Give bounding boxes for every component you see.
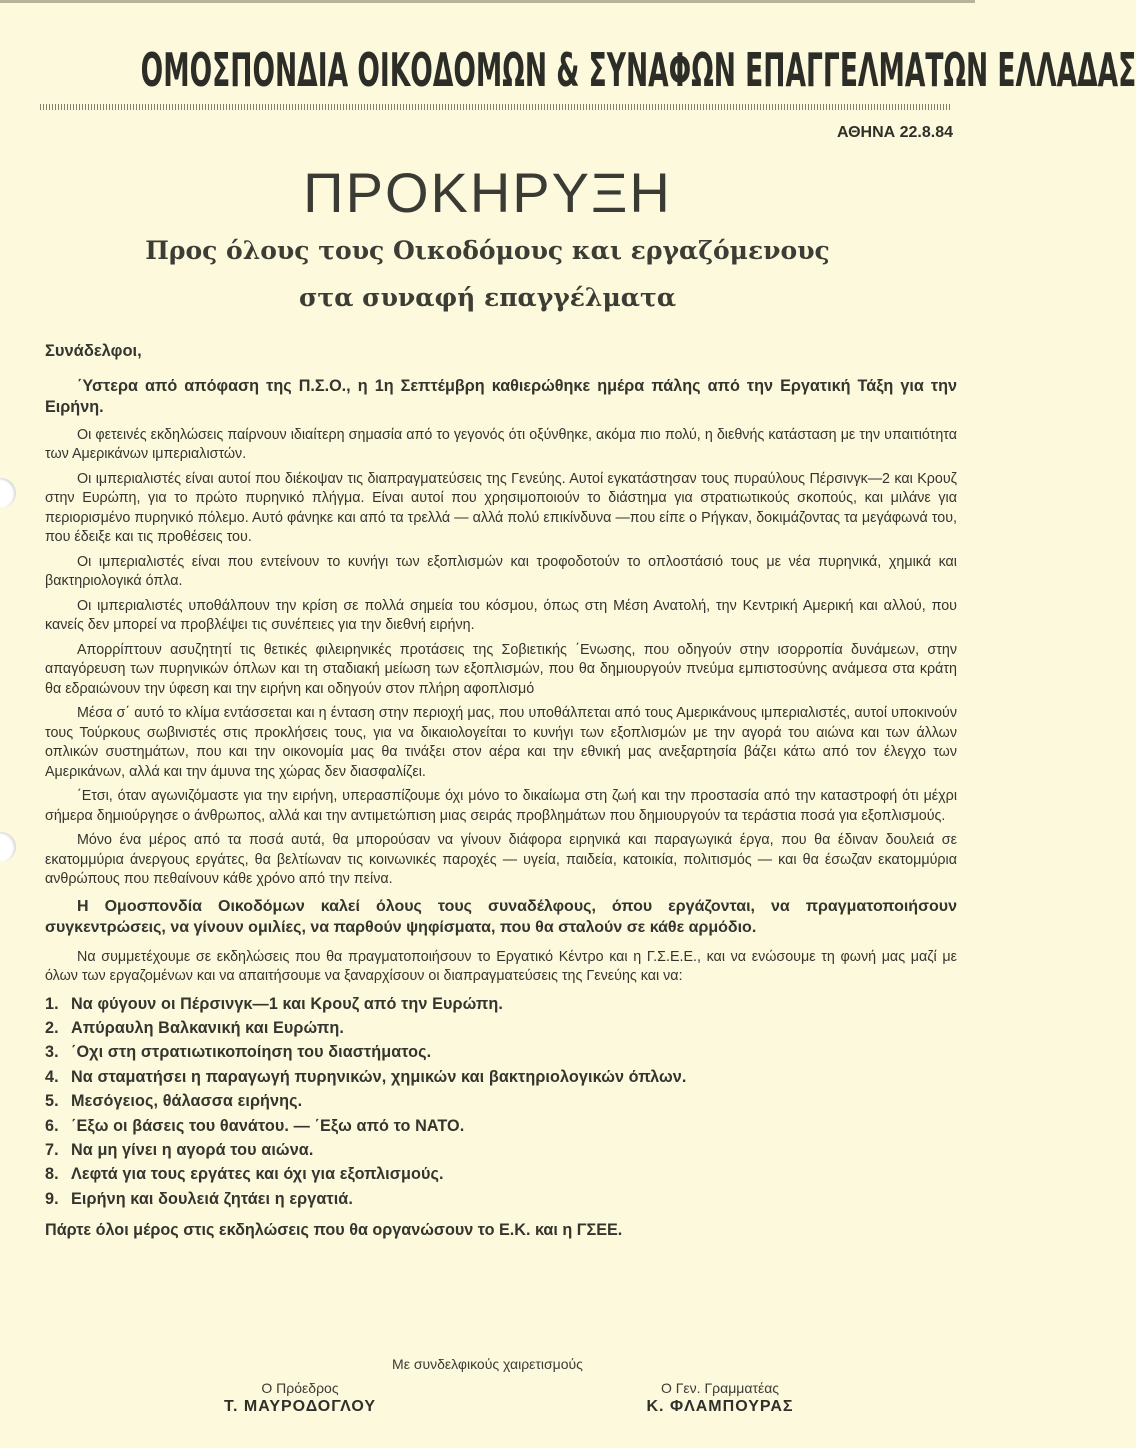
punch-hole [0, 478, 16, 508]
signature-secretary [590, 1380, 850, 1416]
call-to-action: Η Ομοσπονδία Οικοδόμων καλεί όλους τους συναδέλφους, όπου εργάζονται, να πραγματοποιήσουν συγκεντρώσεις, να γίνουν ομιλίες, να παρθούν ψηφίσματα, που θα σταλούν σε κάθε αρμόδιο. [45, 897, 957, 936]
document-body [45, 342, 957, 1241]
subtitle-line-1: Προς όλους τους Οικοδόμους και εργαζόμενους [145, 236, 830, 265]
signature-president [170, 1380, 430, 1416]
body-paragraph: Μέσα σ΄ αυτό το κλίμα εντάσσεται και η ένταση στην περιοχή μας, που υποθάλπεται από τους Αμερικάνους ιμπεριαλιστές, αυτοί υποκινούν τους Τούρκους σωβινιστές στις προκλήσεις τους, για να δικαιολογείται το κυνήγι των εξοπλισμών με την αγορά του αιώνα και των άλλων οπλικών συστημάτων, που και την οικονομία μας θα τινάξει στον αέρα και την εθνική μας ανεξαρτησία βάζει κάτω από τον έλεγχο των Αμερικάνων, αλλά και την άμυνα της χώρας δεν διασφαλίζει. [45, 705, 957, 780]
body-paragraph: Οι ιμπεριαλιστές υποθάλπουν την κρίση σε πολλά σημεία του κόσμου, όπως στη Μέση Ανατολή, την Κεντρική Αμερική και αλλού, που κανείς δεν μπορεί να προβλέψει τις συνέπειες για την διεθνή ειρήνη. [45, 597, 957, 633]
decorative-rule [40, 104, 952, 110]
body-paragraph: Απορρίπτουν ασυζητητί τις θετικές φιλειρηνικές προτάσεις της Σοβιετικής ΄Ενωσης, που οδηγούν στην ισορροπία δυνάμεων, στην απαγόρευση των πυρηνικών όπλων και τη σταδιακή μείωση των εξοπλισμών, που θα δημιουργούν πνεύμα εμπιστοσύνης ανάμεσα στα κράτη θα εδραιώνουν την ύφεση και την ειρήνη και οδηγούν στον πλήρη αφοπλισμό [45, 641, 957, 697]
body-paragraph: Οι ιμπεριαλιστές είναι που εντείνουν το κυνήγι των εξοπλισμών και τροφοδοτούν το οπλοστάσιό τους με νέα πυρηνικά, χημικά και βακτηριολογικά όπλα. [45, 553, 957, 589]
body-paragraph: Μόνο ένα μέρος από τα ποσά αυτά, θα μπορούσαν να γίνουν διάφορα ειρηνικά και παραγωγικά έργα, που θα έδιναν δουλειά σε εκατομμύρια άνεργους εργάτες, θα βελτίωναν τις κοινωνικές παροχές — υγεία, παιδεία, κατοικία, πολιτισμός — και θα έσωζαν εκατομμύρια ανθρώπους που πεθαίνουν κάθε χρόνο από την πείνα. [45, 832, 957, 887]
demand-item: 2. Απύραυλη Βαλκανική και Ευρώπη. [45, 1018, 344, 1037]
signature-role: Ο Γεν. Γραμματέας [660, 1380, 780, 1396]
subtitle-line-2: στα συναφή επαγγέλματα [298, 283, 677, 312]
demand-item: 7. Να μη γίνει η αγορά του αιώνα. [45, 1140, 314, 1159]
punch-hole [0, 832, 16, 862]
demands-list [45, 992, 957, 1212]
participation-paragraph: Να συμμετέχουμε σε εκδηλώσεις που θα πραγματοποιήσουν το Εργατικό Κέντρο και η Γ.Σ.Ε.Ε., και να ενώσουμε τη φωνή μας μαζί με όλων των εργαζομένων και να απαιτήσουμε να ξαναρχίσουν οι διαπραγματεύσεις της Γενεύης και να: [45, 948, 957, 984]
signature-role: Ο Πρόεδρος [261, 1380, 339, 1396]
demand-item: 1. Να φύγουν οι Πέρσινγκ—1 και Κρουζ από την Ευρώπη. [45, 994, 504, 1013]
document-date: ΑΘΗΝΑ 22.8.84 [836, 124, 953, 141]
organization-name: ΟΜΟΣΠΟΝΔΙΑ ΟΙΚΟΔΟΜΩΝ & ΣΥΝΑΦΩΝ ΕΠΑΓΓΕΛΜΑΤΩΝ ΕΛΛΑΔΑΣ [140, 44, 1136, 98]
demand-item: 8. Λεφτά για τους εργάτες και όχι για εξοπλισμούς. [45, 1165, 444, 1184]
signature-name: Κ. ΦΛΑΜΠΟΥΡΑΣ [646, 1398, 794, 1415]
organization-header [140, 44, 1136, 98]
demand-item: 5. Μεσόγειος, θάλασσα ειρήνης. [45, 1092, 303, 1111]
demand-item: 4. Να σταματήσει η παραγωγή πυρηνικών, χημικών και βακτηριολογικών όπλων. [45, 1067, 687, 1086]
body-paragraph: Οι φετεινές εκδηλώσεις παίρνουν ιδιαίτερη σημασία από το γεγονός ότι οξύνθηκε, ακόμα πιο πολύ, η διεθνής κατάσταση με την υπαιτιότητα των Αμερικάνων ιμπεριαλιστών. [45, 426, 957, 462]
closing-call: Πάρτε όλοι μέρος στις εκδηλώσεις που θα οργανώσουν το Ε.Κ. και η ΓΣΕΕ. [45, 1221, 623, 1240]
demand-item: 3. ΄Οχι στη στρατιωτικοποίηση του διαστήματος. [45, 1043, 432, 1062]
demand-item: 6. ΄Εξω οι βάσεις του θανάτου. — ΄Εξω από το ΝΑΤΟ. [45, 1116, 465, 1135]
lead-paragraph: ΄Υστερα από απόφαση της Π.Σ.Ο., η 1η Σεπτέμβρη καθιερώθηκε ημέρα πάλης από την Εργατική Τάξη για την Ειρήνη. [45, 376, 957, 416]
regards-line: Με συνδελφικούς χαιρετισμούς [392, 1356, 583, 1372]
body-paragraph: Οι ιμπεριαλιστές είναι αυτοί που διέκοψαν τις διαπραγματεύσεις της Γενεύης. Αυτοί εγκατάστησαν τους πυραύλους Πέρσινγκ—2 και Κρουζ στην Ευρώπη, για το πρώτο πυρηνικό πλήγμα. Είναι αυτοί που χρησιμοποιούν το διάστημα για στρατιωτικούς σκοπούς, και μιλάνε για περιορισμένο πυρηνικό πόλεμο. Αυτό φάνηκε και από τα τρελλά — αλλά πολύ επικίνδυνα —που είπε ο Ρήγκαν, δοκιμάζοντας τα μεγάφωνά του, που έδειξε και τις προθέσεις του. [45, 470, 957, 545]
demand-item: 9. Ειρήνη και δουλειά ζητάει η εργατιά. [45, 1189, 353, 1208]
signature-name: Τ. ΜΑΥΡΟΔΟΓΛΟΥ [224, 1398, 376, 1415]
greeting: Συνάδελφοι, [45, 342, 142, 360]
document-title: ΠΡΟΚΗΡΥΞΗ [303, 161, 672, 224]
body-paragraph: ΄Ετσι, όταν αγωνιζόμαστε για την ειρήνη, υπερασπίζουμε όχι μόνο το δικαίωμα στη ζωή και την προστασία από την καταστροφή ότι μέχρι σήμερα δημιούργησε ο άνθρωπος, αλλά και την αντιμετώπιση μιας σειράς προβλημάτων που δημιουργούν τα τεράστια ποσά για εξοπλισμούς. [45, 788, 957, 824]
scan-edge [0, 0, 975, 3]
